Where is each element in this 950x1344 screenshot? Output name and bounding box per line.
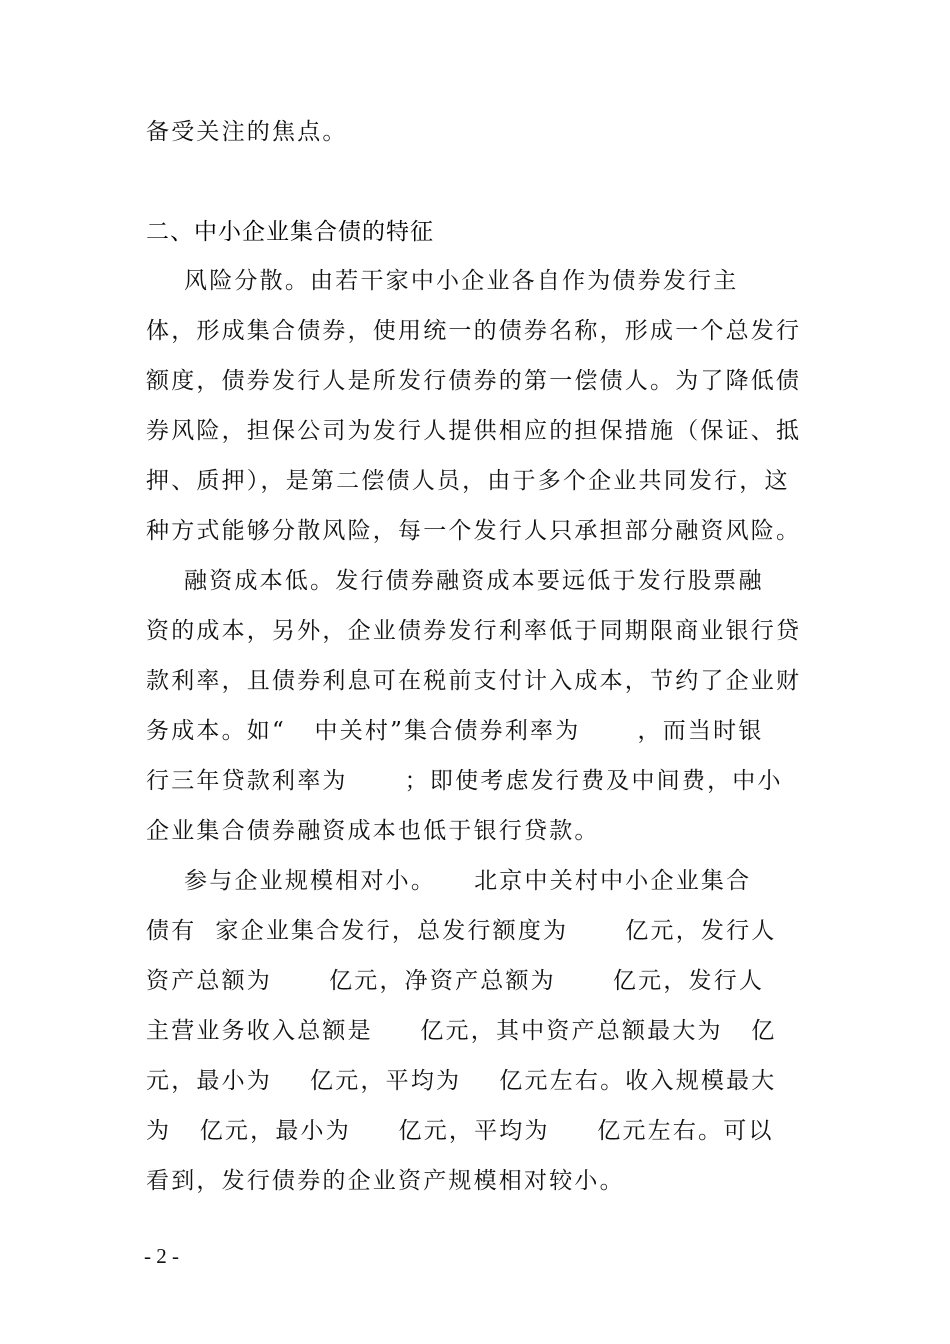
paragraph-line: 务成本。如“ 中关村”集合债券利率为 ，而当时银 bbox=[146, 718, 764, 744]
paragraph-line: 种方式能够分散风险，每一个发行人只承担部分融资风险。 bbox=[146, 518, 802, 544]
paragraph-line: 额度，债券发行人是所发行债券的第一偿债人。为了降低债 bbox=[146, 368, 802, 394]
paragraph-line: 企业集合债券融资成本也低于银行贷款。 bbox=[146, 818, 600, 844]
paragraph-line: 主营业务收入总额是 亿元，其中资产总额最大为 亿 bbox=[146, 1018, 777, 1044]
paragraph-line: 资产总额为 亿元，净资产总额为 亿元，发行人 bbox=[146, 968, 765, 994]
page-number: - 2 - bbox=[144, 1244, 179, 1268]
paragraph-line: 元，最小为 亿元，平均为 亿元左右。收入规模最大 bbox=[146, 1068, 777, 1094]
paragraph-line: 参与企业规模相对小。 北京中关村中小企业集合 bbox=[146, 868, 752, 894]
paragraph-line: 融资成本低。发行债券融资成本要远低于发行股票融 bbox=[146, 568, 764, 594]
paragraph-line: 为 亿元，最小为 亿元，平均为 亿元左右。可以 bbox=[146, 1118, 774, 1144]
paragraph-line: 券风险，担保公司为发行人提供相应的担保措施（保证、抵 bbox=[146, 418, 802, 444]
paragraph-line: 债有 家企业集合发行，总发行额度为 亿元，发行人 bbox=[146, 918, 777, 944]
section-heading: 二、中小企业集合债的特征 bbox=[146, 219, 434, 245]
paragraph-line: 体，形成集合债券，使用统一的债券名称，形成一个总发行 bbox=[146, 318, 802, 344]
paragraph-line: 行三年贷款利率为 ；即使考虑发行费及中间费，中小 bbox=[146, 768, 783, 794]
paragraph-line: 押、质押），是第二偿债人员，由于多个企业共同发行，这 bbox=[146, 468, 790, 494]
paragraph-line: 款利率，且债券利息可在税前支付计入成本，节约了企业财 bbox=[146, 668, 802, 694]
paragraph-line: 资的成本，另外，企业债券发行利率低于同期限商业银行贷 bbox=[146, 618, 802, 644]
paragraph-line: 看到，发行债券的企业资产规模相对较小。 bbox=[146, 1168, 625, 1194]
paragraph-line: 风险分散。由若干家中小企业各自作为债券发行主 bbox=[146, 268, 739, 294]
carryover-text: 备受关注的焦点。 bbox=[146, 119, 348, 145]
